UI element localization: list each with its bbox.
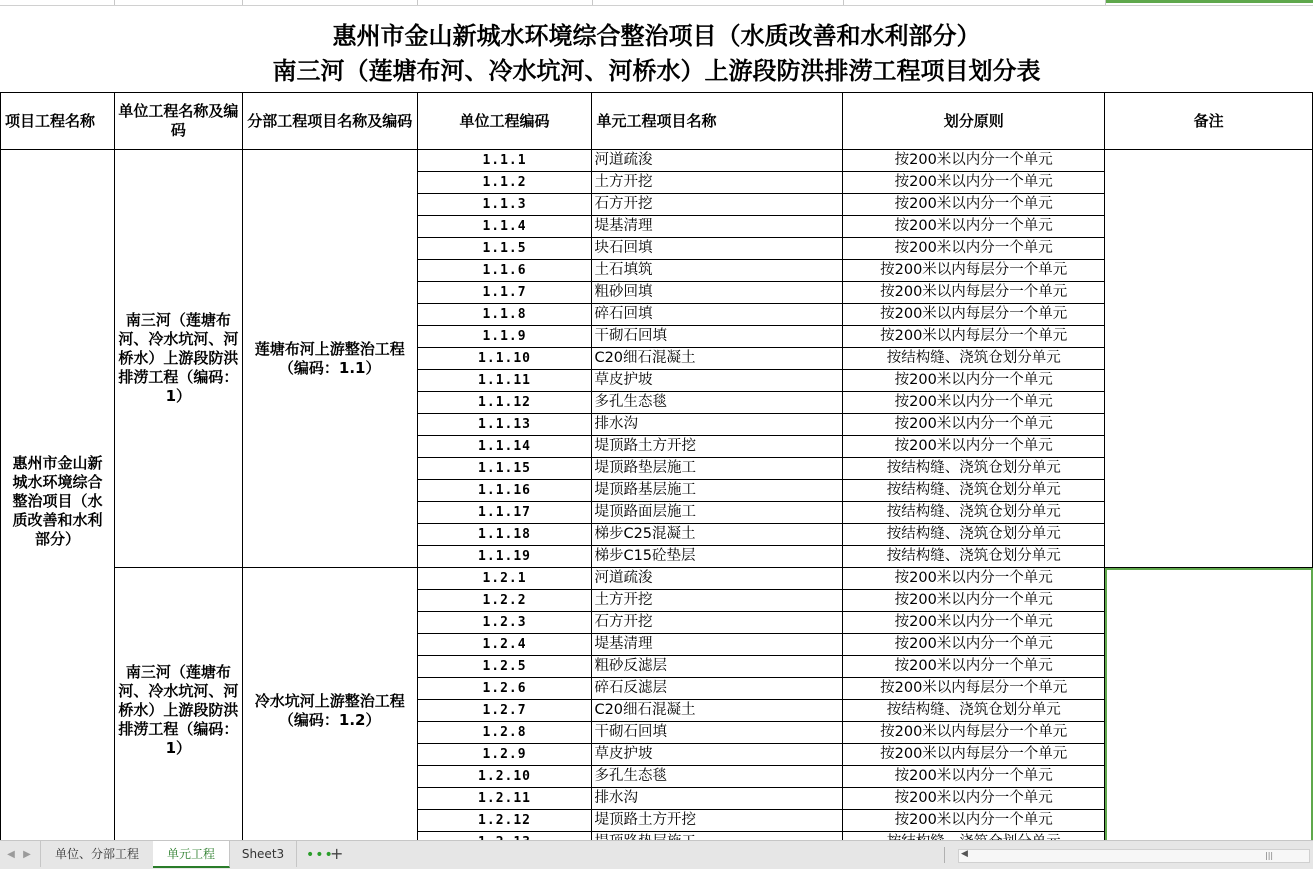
code-cell[interactable]: 1.1.12 — [417, 392, 592, 414]
code-cell[interactable]: 1.2.1 — [417, 568, 592, 590]
code-cell[interactable]: 1.2.4 — [417, 634, 592, 656]
rule-cell[interactable]: 按200米以内分一个单元 — [843, 392, 1105, 414]
rule-cell[interactable]: 按200米以内分一个单元 — [843, 194, 1105, 216]
unit-name-cell[interactable]: 南三河（莲塘布河、冷水坑河、河桥水）上游段防洪排涝工程（编码：1） — [114, 568, 242, 854]
code-cell[interactable]: 1.1.4 — [417, 216, 592, 238]
code-cell[interactable]: 1.1.1 — [417, 150, 592, 172]
element-name-cell[interactable]: 梯步C15砼垫层 — [592, 546, 843, 568]
header-row — [1, 93, 1313, 150]
code-cell[interactable]: 1.2.3 — [417, 612, 592, 634]
element-name-cell[interactable]: 碎石反滤层 — [592, 678, 843, 700]
element-name-cell[interactable]: 梯步C25混凝土 — [592, 524, 843, 546]
header-rule[interactable]: 划分原则 — [843, 93, 1105, 150]
element-name-cell[interactable]: 堤顶路面层施工 — [592, 502, 843, 524]
rule-cell[interactable]: 按200米以内每层分一个单元 — [843, 722, 1105, 744]
tab-splitter[interactable] — [944, 847, 945, 863]
rule-cell[interactable]: 按200米以内每层分一个单元 — [843, 260, 1105, 282]
rule-cell[interactable]: 按200米以内分一个单元 — [843, 766, 1105, 788]
rule-cell[interactable]: 按结构缝、浇筑仓划分单元 — [843, 348, 1105, 370]
element-name-cell[interactable]: 石方开挖 — [592, 194, 843, 216]
code-cell[interactable]: 1.2.7 — [417, 700, 592, 722]
sheet-tab-bar — [0, 840, 1313, 869]
note-cell-selected[interactable] — [1105, 568, 1313, 854]
rule-cell[interactable]: 按200米以内分一个单元 — [843, 634, 1105, 656]
division-table — [0, 92, 1313, 854]
element-name-cell[interactable]: C20细石混凝土 — [592, 700, 843, 722]
rule-cell[interactable]: 按200米以内分一个单元 — [843, 568, 1105, 590]
tab-sheet3[interactable]: Sheet3 — [230, 841, 297, 867]
tab-scroll-left-icon[interactable]: ◀ — [7, 849, 15, 860]
header-element[interactable]: 单元工程项目名称 — [592, 93, 843, 150]
selection-indicator — [1106, 0, 1313, 3]
more-tabs-icon[interactable]: ••• — [306, 847, 334, 863]
element-name-cell[interactable]: 排水沟 — [592, 414, 843, 436]
rule-cell[interactable]: 按200米以内分一个单元 — [843, 216, 1105, 238]
table-row — [1, 150, 1313, 172]
element-name-cell[interactable]: 堤顶路土方开挖 — [592, 436, 843, 458]
element-name-cell[interactable]: 干砌石回填 — [592, 722, 843, 744]
element-name-cell[interactable]: 块石回填 — [592, 238, 843, 260]
rule-cell[interactable]: 按200米以内每层分一个单元 — [843, 326, 1105, 348]
code-cell[interactable]: 1.1.3 — [417, 194, 592, 216]
header-sub[interactable]: 分部工程项目名称及编码 — [242, 93, 417, 150]
code-cell[interactable]: 1.1.10 — [417, 348, 592, 370]
table-row — [1, 568, 1313, 590]
rule-cell[interactable]: 按结构缝、浇筑仓划分单元 — [843, 502, 1105, 524]
code-cell[interactable]: 1.1.14 — [417, 436, 592, 458]
element-name-cell[interactable]: 堤顶路垫层施工 — [592, 458, 843, 480]
code-cell[interactable]: 1.2.8 — [417, 722, 592, 744]
header-code[interactable]: 单位工程编码 — [417, 93, 592, 150]
code-cell[interactable]: 1.1.13 — [417, 414, 592, 436]
code-cell[interactable]: 1.2.2 — [417, 590, 592, 612]
element-name-cell[interactable]: 堤顶路基层施工 — [592, 480, 843, 502]
title-line-2: 南三河（莲塘布河、冷水坑河、河桥水）上游段防洪排涝工程项目划分表 — [272, 56, 1041, 85]
code-cell[interactable]: 1.1.2 — [417, 172, 592, 194]
rule-cell[interactable]: 按结构缝、浇筑仓划分单元 — [843, 700, 1105, 722]
code-cell[interactable]: 1.2.6 — [417, 678, 592, 700]
tab-element[interactable]: 单元工程 — [153, 841, 230, 868]
rule-cell[interactable]: 按结构缝、浇筑仓划分单元 — [843, 480, 1105, 502]
element-name-cell[interactable]: 粗砂回填 — [592, 282, 843, 304]
scroll-left-arrow-icon[interactable]: ◀ — [961, 849, 968, 859]
header-note[interactable]: 备注 — [1105, 93, 1313, 150]
rule-cell[interactable]: 按200米以内每层分一个单元 — [843, 304, 1105, 326]
rule-cell[interactable]: 按200米以内分一个单元 — [843, 414, 1105, 436]
element-name-cell[interactable]: 石方开挖 — [592, 612, 843, 634]
element-name-cell[interactable]: 碎石回填 — [592, 304, 843, 326]
code-cell[interactable]: 1.2.5 — [417, 656, 592, 678]
rule-cell[interactable]: 按200米以内分一个单元 — [843, 656, 1105, 678]
unit-name-cell[interactable]: 南三河（莲塘布河、冷水坑河、河桥水）上游段防洪排涝工程（编码：1） — [114, 150, 242, 568]
code-cell[interactable]: 1.1.18 — [417, 524, 592, 546]
subsection-name-cell[interactable]: 莲塘布河上游整治工程（编码：1.1） — [242, 150, 417, 568]
element-name-cell[interactable]: 干砌石回填 — [592, 326, 843, 348]
code-cell[interactable]: 1.2.11 — [417, 788, 592, 810]
element-name-cell[interactable]: 土石填筑 — [592, 260, 843, 282]
rule-cell[interactable]: 按200米以内分一个单元 — [843, 436, 1105, 458]
element-name-cell[interactable]: 草皮护坡 — [592, 744, 843, 766]
code-cell[interactable]: 1.1.5 — [417, 238, 592, 260]
code-cell[interactable]: 1.1.15 — [417, 458, 592, 480]
header-project[interactable]: 项目工程名称 — [1, 93, 115, 150]
element-name-cell[interactable]: C20细石混凝土 — [592, 348, 843, 370]
horizontal-scrollbar[interactable] — [958, 849, 1310, 863]
rule-cell[interactable]: 按200米以内每层分一个单元 — [843, 282, 1105, 304]
add-sheet-icon[interactable]: + — [330, 844, 344, 863]
rule-cell[interactable]: 按200米以内每层分一个单元 — [843, 678, 1105, 700]
code-cell[interactable]: 1.1.6 — [417, 260, 592, 282]
code-cell[interactable]: 1.2.9 — [417, 744, 592, 766]
code-cell[interactable]: 1.1.16 — [417, 480, 592, 502]
subsection-name-cell[interactable]: 冷水坑河上游整治工程（编码：1.2） — [242, 568, 417, 854]
tab-unit-subsection[interactable]: 单位、分部工程 — [40, 841, 154, 867]
rule-cell[interactable]: 按200米以内分一个单元 — [843, 370, 1105, 392]
element-name-cell[interactable]: 排水沟 — [592, 788, 843, 810]
code-cell[interactable]: 1.1.11 — [417, 370, 592, 392]
element-name-cell[interactable]: 河道疏浚 — [592, 568, 843, 590]
rule-cell[interactable]: 按结构缝、浇筑仓划分单元 — [843, 458, 1105, 480]
scrollbar-grip-icon[interactable]: ||| — [1265, 851, 1274, 860]
code-cell[interactable]: 1.1.9 — [417, 326, 592, 348]
element-name-cell[interactable]: 河道疏浚 — [592, 150, 843, 172]
element-name-cell[interactable]: 堤顶路土方开挖 — [592, 810, 843, 832]
tab-scroll-right-icon[interactable]: ▶ — [23, 849, 31, 860]
code-cell[interactable]: 1.1.8 — [417, 304, 592, 326]
element-name-cell[interactable]: 多孔生态毯 — [592, 766, 843, 788]
rule-cell[interactable]: 按200米以内分一个单元 — [843, 612, 1105, 634]
element-name-cell[interactable]: 多孔生态毯 — [592, 392, 843, 414]
rule-cell[interactable]: 按结构缝、浇筑仓划分单元 — [843, 546, 1105, 568]
code-cell[interactable]: 1.1.19 — [417, 546, 592, 568]
rule-cell[interactable]: 按200米以内分一个单元 — [843, 238, 1105, 260]
sheet-title[interactable] — [0, 6, 1313, 93]
code-cell[interactable]: 1.2.10 — [417, 766, 592, 788]
element-name-cell[interactable]: 堤基清理 — [592, 216, 843, 238]
code-cell[interactable]: 1.2.12 — [417, 810, 592, 832]
rule-cell[interactable]: 按200米以内每层分一个单元 — [843, 744, 1105, 766]
element-name-cell[interactable]: 土方开挖 — [592, 590, 843, 612]
element-name-cell[interactable]: 粗砂反滤层 — [592, 656, 843, 678]
header-unit[interactable]: 单位工程名称及编码 — [114, 93, 242, 150]
rule-cell[interactable]: 按200米以内分一个单元 — [843, 590, 1105, 612]
code-cell[interactable]: 1.1.7 — [417, 282, 592, 304]
element-name-cell[interactable]: 土方开挖 — [592, 172, 843, 194]
rule-cell[interactable]: 按200米以内分一个单元 — [843, 810, 1105, 832]
note-cell[interactable] — [1105, 150, 1313, 568]
project-name-cell[interactable]: 惠州市金山新城水环境综合整治项目（水质改善和水利部分） — [1, 150, 115, 854]
element-name-cell[interactable]: 堤基清理 — [592, 634, 843, 656]
rule-cell[interactable]: 按200米以内分一个单元 — [843, 172, 1105, 194]
code-cell[interactable]: 1.1.17 — [417, 502, 592, 524]
rule-cell[interactable]: 按200米以内分一个单元 — [843, 788, 1105, 810]
element-name-cell[interactable]: 草皮护坡 — [592, 370, 843, 392]
rule-cell[interactable]: 按结构缝、浇筑仓划分单元 — [843, 524, 1105, 546]
title-line-1: 惠州市金山新城水环境综合整治项目（水质改善和水利部分） — [332, 21, 981, 50]
rule-cell[interactable]: 按200米以内分一个单元 — [843, 150, 1105, 172]
